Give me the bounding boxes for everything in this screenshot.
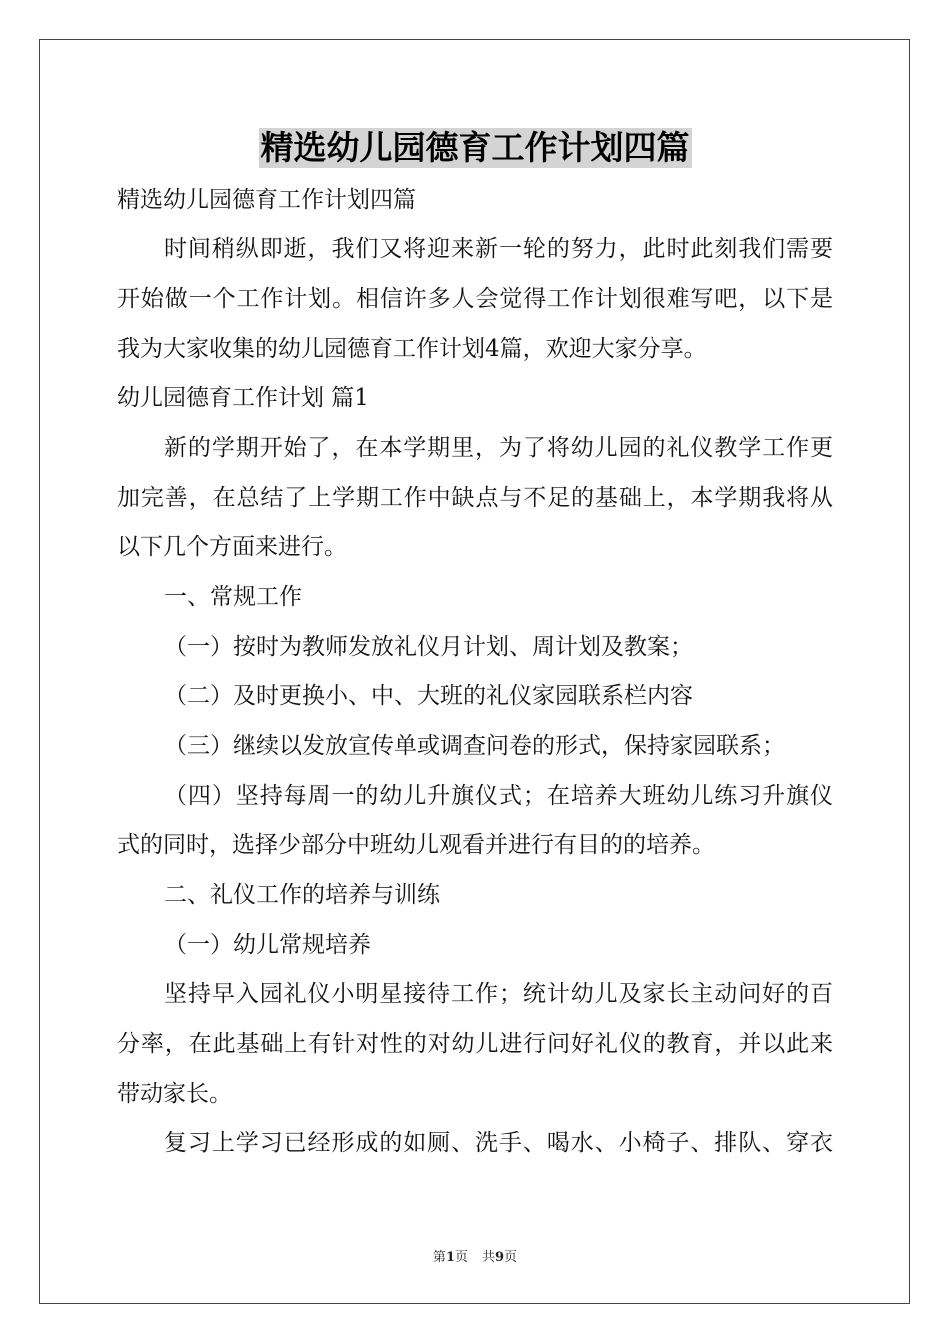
body-line: 式的同时，选择少部分中班幼儿观看并进行有目的的培养。: [117, 832, 715, 858]
list-item: （四）坚持每周一的幼儿升旗仪式；在培养大班幼儿练习升旗仪: [164, 783, 833, 809]
section-heading: 幼儿园德育工作计划 篇1: [117, 385, 369, 411]
page-footer: [0, 1246, 950, 1265]
total-prefix: 共: [482, 1250, 496, 1265]
title-container: [0, 128, 950, 168]
body-line: 加完善，在总结了上学期工作中缺点与不足的基础上，本学期我将从: [117, 485, 833, 511]
total-pages: 9: [495, 1250, 505, 1265]
page-prefix: 第: [432, 1250, 446, 1265]
subheading: 二、礼仪工作的培养与训练: [164, 882, 440, 908]
body-line: 我为大家收集的幼儿园德育工作计划4篇，欢迎大家分享。: [117, 336, 707, 362]
subheading: （一）幼儿常规培养: [164, 932, 371, 958]
body-line: 时间稍纵即逝，我们又将迎来新一轮的努力，此时此刻我们需要: [164, 236, 833, 262]
list-item: （一）按时为教师发放礼仪月计划、周计划及教案；: [164, 634, 693, 660]
body-line: 开始做一个工作计划。相信许多人会觉得工作计划很难写吧，以下是: [117, 286, 833, 312]
page-number: 1: [445, 1250, 455, 1265]
list-item: （三）继续以发放宣传单或调查问卷的形式，保持家园联系；: [164, 733, 785, 759]
body-line: 坚持早入园礼仪小明星接待工作；统计幼儿及家长主动问好的百: [164, 981, 833, 1007]
document-title: 精选幼儿园德育工作计划四篇: [260, 128, 690, 167]
list-item: （二）及时更换小、中、大班的礼仪家园联系栏内容: [164, 683, 693, 709]
subheading: 一、常规工作: [164, 584, 302, 610]
total-suffix: 页: [504, 1250, 518, 1265]
body-line: 以下几个方面来进行。: [117, 534, 347, 560]
body-line: 分率，在此基础上有针对性的对幼儿进行问好礼仪的教育，并以此来: [117, 1031, 833, 1057]
body-line: 新的学期开始了，在本学期里，为了将幼儿园的礼仪教学工作更: [164, 435, 833, 461]
page-suffix: 页: [454, 1250, 468, 1265]
page-border: [39, 39, 910, 1304]
body-line: 带动家长。: [117, 1081, 232, 1107]
body-line: 精选幼儿园德育工作计划四篇: [117, 187, 416, 213]
body-line: 复习上学习已经形成的如厕、洗手、喝水、小椅子、排队、穿衣: [164, 1130, 833, 1156]
